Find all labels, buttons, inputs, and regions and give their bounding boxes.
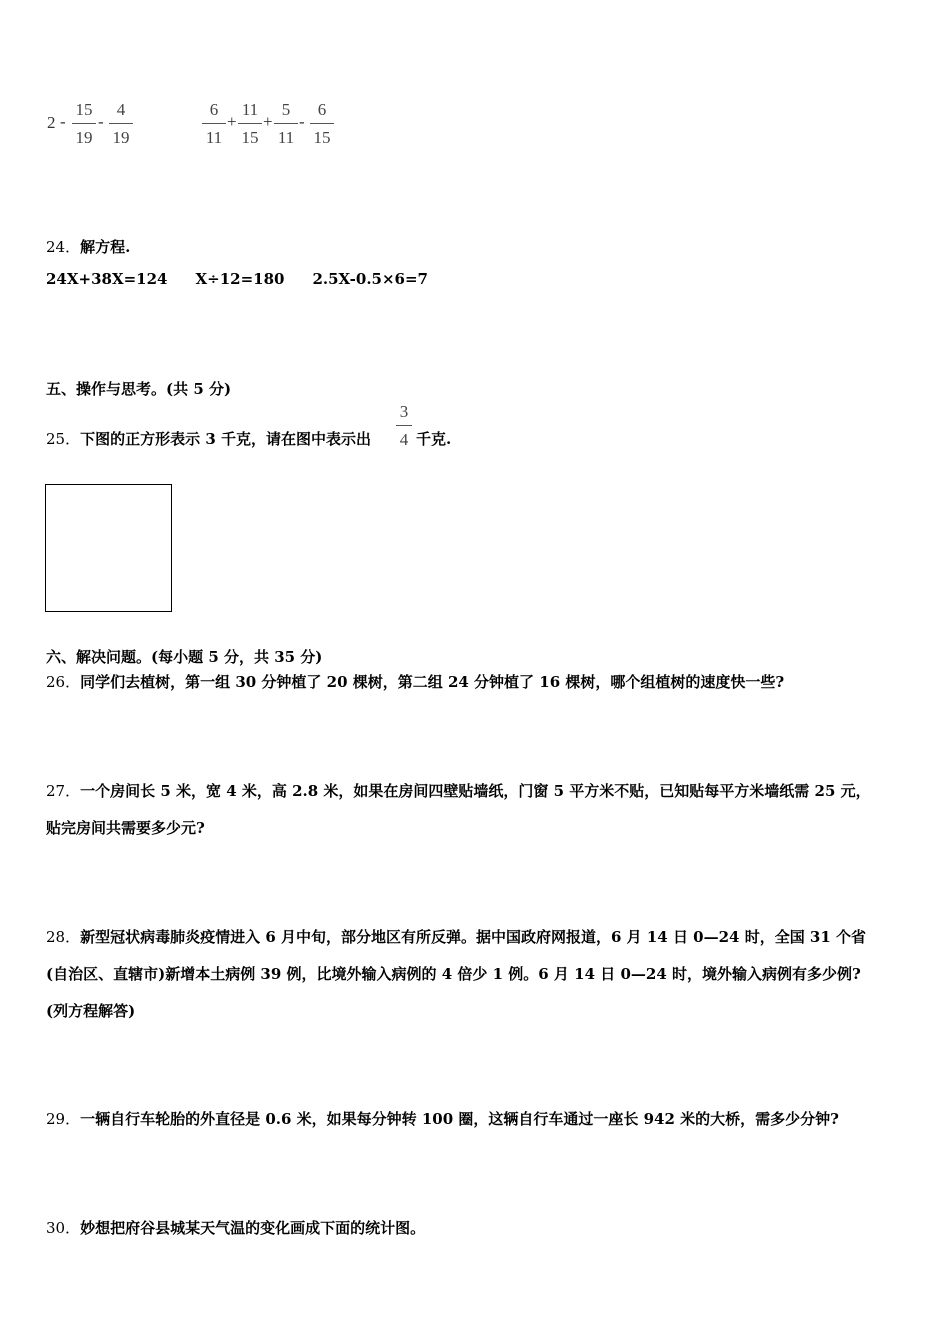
plus-sign: + <box>227 112 237 131</box>
question-30 <box>46 1217 425 1238</box>
question-number: 28． <box>46 928 81 946</box>
plus-sign: + <box>263 112 273 131</box>
question-25 <box>46 428 371 449</box>
question-text-before: 下图的正方形表示 3 千克，请在图中表示出 <box>80 430 371 448</box>
question-number: 25． <box>46 430 81 448</box>
question-text: 一辆自行车轮胎的外直径是 0.6 米，如果每分钟转 100 圈，这辆自行车通过一座长 942 米的大桥，需多少分钟? <box>80 1110 839 1128</box>
numerator: 4 <box>116 100 126 119</box>
fraction-5-11 <box>274 100 298 148</box>
fraction-3-4 <box>396 402 412 450</box>
minus-sign: - <box>60 112 66 131</box>
denominator: 15 <box>313 128 331 147</box>
question-text-line-1: 一个房间长 5 米，宽 4 米，高 2.8 米，如果在房间四壁贴墙纸，门窗 5 平方米不贴，已知贴每平方米墙纸需 25 元， <box>80 782 871 800</box>
minus-sign: - <box>98 112 104 131</box>
question-27-line-2: 贴完房间共需要多少元? <box>46 819 205 837</box>
question-number: 29． <box>46 1110 81 1128</box>
fraction-6-11 <box>202 100 226 148</box>
equations-row <box>46 270 456 288</box>
section-5-title: 五、操作与思考。(共 5 分) <box>46 380 232 398</box>
question-text: 妙想把府谷县城某天气温的变化画成下面的统计图。 <box>80 1219 426 1237</box>
equation-3: 2.5X-0.5×6=7 <box>312 270 428 288</box>
equation-1: 24X+38X=124 <box>46 270 168 288</box>
question-24 <box>46 236 130 257</box>
question-number: 24． <box>46 238 81 256</box>
question-text-after: 千克. <box>416 430 452 448</box>
numerator: 11 <box>241 100 259 119</box>
question-28-line-3: (列方程解答) <box>46 1002 136 1020</box>
fraction-6-15 <box>310 100 334 148</box>
numerator: 5 <box>281 100 291 119</box>
whole-number: 2 <box>47 113 56 132</box>
question-26 <box>46 671 784 692</box>
numerator: 3 <box>399 402 409 421</box>
question-28-line-2: (自治区、直辖市)新增本土病例 39 例，比境外输入病例的 4 倍少 1 例。6 月 14 日 0—24 时，境外输入病例有多少例? <box>46 965 861 983</box>
question-text: 同学们去植树，第一组 30 分钟植了 20 棵树，第二组 24 分钟植了 16 棵树，哪个组植树的速度快一些? <box>80 673 785 691</box>
fraction-15-19 <box>72 100 96 148</box>
question-number: 26． <box>46 673 81 691</box>
question-27 <box>46 780 871 801</box>
numerator: 6 <box>317 100 327 119</box>
fraction-4-19 <box>109 100 133 148</box>
minus-sign: - <box>299 112 305 131</box>
question-28 <box>46 926 866 947</box>
question-29 <box>46 1108 839 1129</box>
numerator: 6 <box>209 100 219 119</box>
denominator: 4 <box>399 430 409 449</box>
equation-2: X÷12=180 <box>195 270 285 288</box>
denominator: 11 <box>205 128 223 147</box>
numerator: 15 <box>75 100 93 119</box>
section-6-title: 六、解决问题。(每小题 5 分，共 35 分) <box>46 648 323 666</box>
denominator: 19 <box>112 128 130 147</box>
square-diagram <box>45 484 172 612</box>
question-number: 30． <box>46 1219 81 1237</box>
denominator: 15 <box>241 128 259 147</box>
question-text-line-1: 新型冠状病毒肺炎疫情进入 6 月中旬，部分地区有所反弹。据中国政府网报道，6 月 14 日 0—24 时，全国 31 个省 <box>80 928 867 946</box>
question-number: 27． <box>46 782 81 800</box>
denominator: 19 <box>75 128 93 147</box>
denominator: 11 <box>277 128 295 147</box>
fraction-11-15 <box>238 100 262 148</box>
question-text: 解方程. <box>80 238 131 256</box>
